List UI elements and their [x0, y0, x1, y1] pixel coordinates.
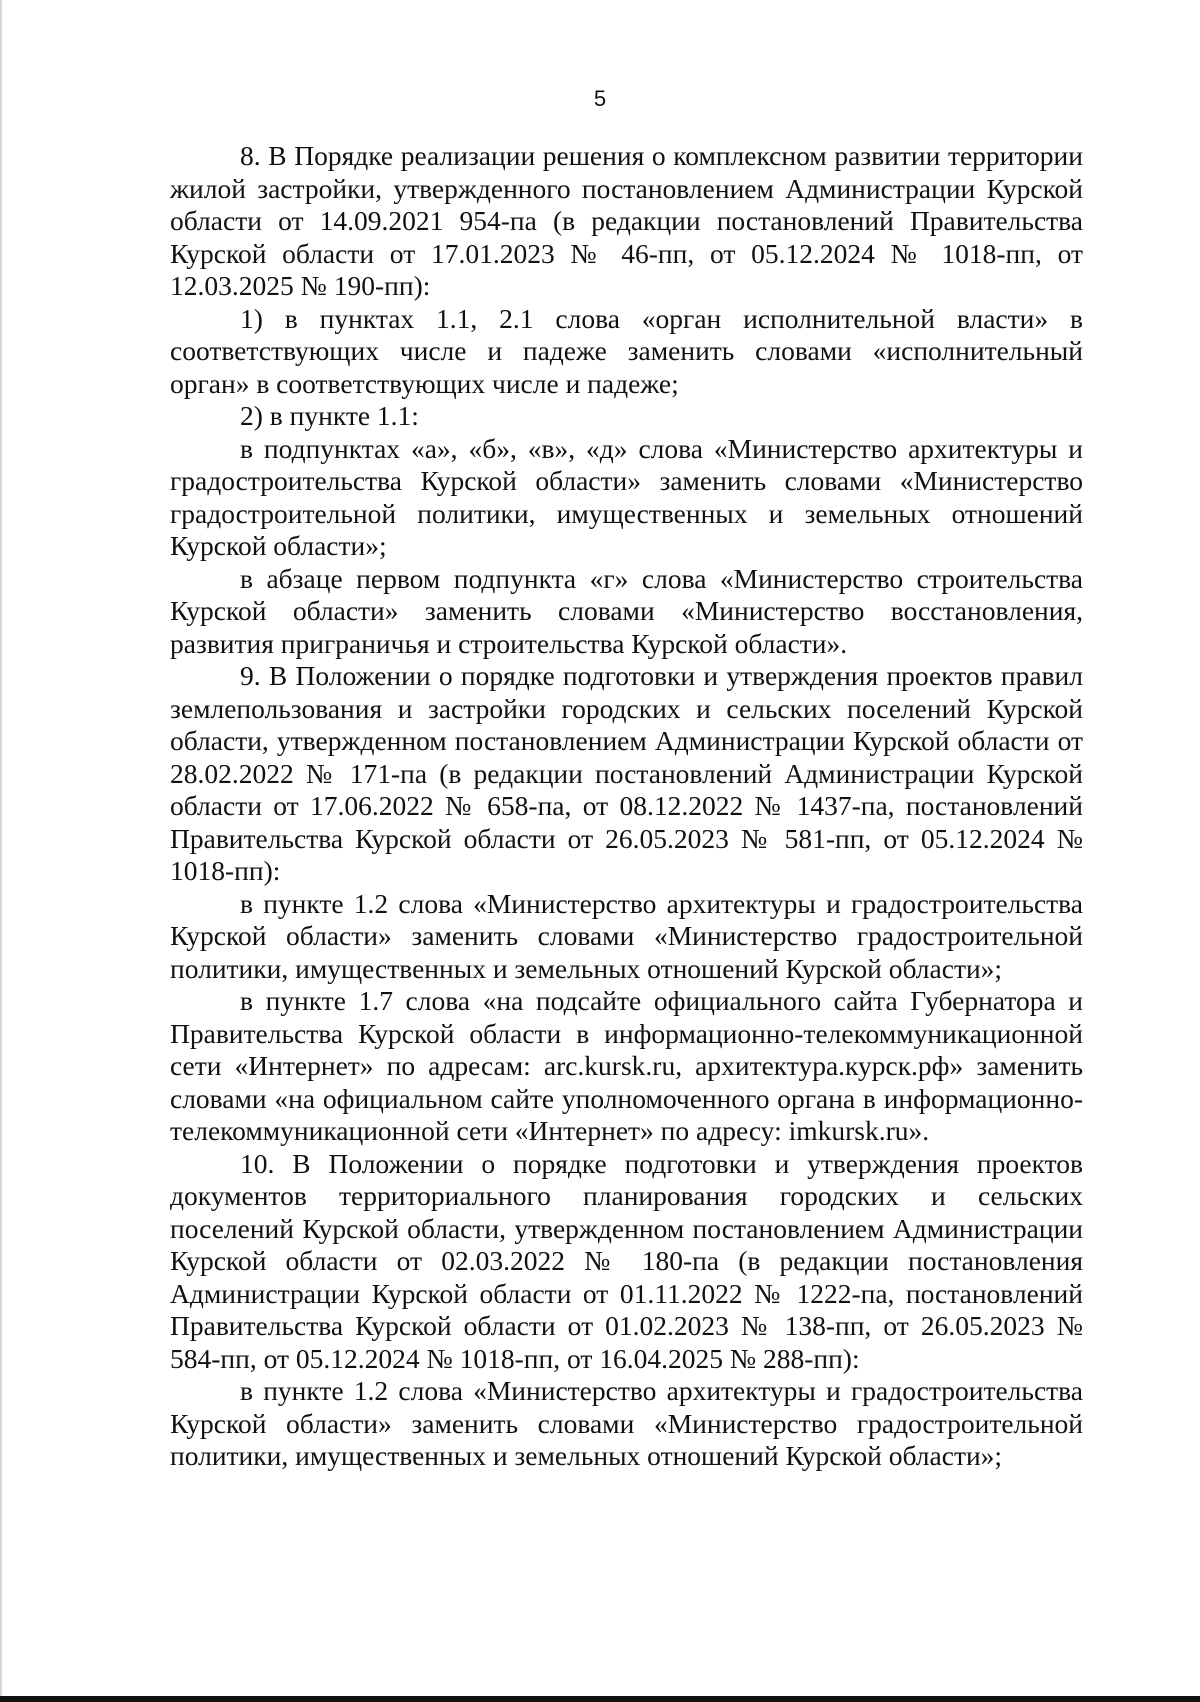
paragraph-8-intro: 8. В Порядке реализации решения о комплексном развитии территории жилой застройки, утвержденного постановлением Администрации Курской области от 14.09.2021 954-па (в редакции постановлений Правительства Курской области от 17.01.2023 № 46-пп, от 05.12.2024 № 1018-пп, от 12.03.2025 № 190-пп): — [170, 140, 1083, 301]
paragraph-8-subitem-g: в абзаце первом подпункта «г» слова «Министерство строительства Курской области» заменить словами «Министерство восстановления, развития приграничья и строительства Курской области». — [170, 562, 1083, 659]
paragraph-8-subitems-abvd: в подпунктах «а», «б», «в», «д» слова «Министерство архитектуры и градостроительства Курской области» заменить словами «Министерство градостроительной политики, имущественных и земельных отношений Курской области»; — [170, 432, 1083, 561]
scan-bottom-border — [0, 1696, 1200, 1702]
paragraph-10-item-1-2: в пункте 1.2 слова «Министерство архитектуры и градостроительства Курской области» заменить словами «Министерство градостроительной политики, имущественных и земельных отношений Курской области»; — [170, 1375, 1083, 1471]
document-body — [170, 140, 1083, 1473]
paragraph-8-item-2: 2) в пункте 1.1: — [240, 400, 419, 431]
paragraph-9-item-1-7: в пункте 1.7 слова «на подсайте официального сайта Губернатора и Правительства Курской области в информационно-телекоммуникационной сети «Интернет» по адресам: arc.kursk.ru, архитектура.курск.рф» заменить словами «на официальном сайте уполномоченного органа в информационно-телекоммуникационной сети «Интернет» по адресу: imkursk.ru». — [170, 985, 1083, 1146]
scan-left-edge — [0, 0, 2, 1702]
page-number: 5 — [593, 86, 607, 111]
paragraph-10-intro: 10. В Положении о порядке подготовки и утверждения проектов документов территориального планирования городских и сельских поселений Курской области, утвержденном постановлением Администрации Курской области от 02.03.2022 № 180-па (в редакции постановления Администрации Курской области от 01.11.2022 № 1222-па, постановлений Правительства Курской области от 01.02.2023 № 138-пп, от 26.05.2023 № 584-пп, от 05.12.2024 № 1018-пп, от 16.04.2025 № 288-пп): — [170, 1147, 1083, 1374]
paragraph-8-item-1: 1) в пунктах 1.1, 2.1 слова «орган исполнительной власти» в соответствующих числе и падеже заменить словами «исполнительный орган» в соответствующих числе и падеже; — [170, 302, 1083, 399]
paragraph-9-intro: 9. В Положении о порядке подготовки и утверждения проектов правил землепользования и застройки городских и сельских поселений Курской области, утвержденном постановлением Администрации Курской области от 28.02.2022 № 171-па (в редакции постановлений Администрации Курской области от 17.06.2022 № 658-па, от 08.12.2022 № 1437-па, постановлений Правительства Курской области от 26.05.2023 № 581-пп, от 05.12.2024 № 1018-пп): — [170, 660, 1083, 886]
paragraph-9-item-1-2: в пункте 1.2 слова «Министерство архитектуры и градостроительства Курской области» заменить словами «Министерство градостроительной политики, имущественных и земельных отношений Курской области»; — [170, 887, 1083, 984]
